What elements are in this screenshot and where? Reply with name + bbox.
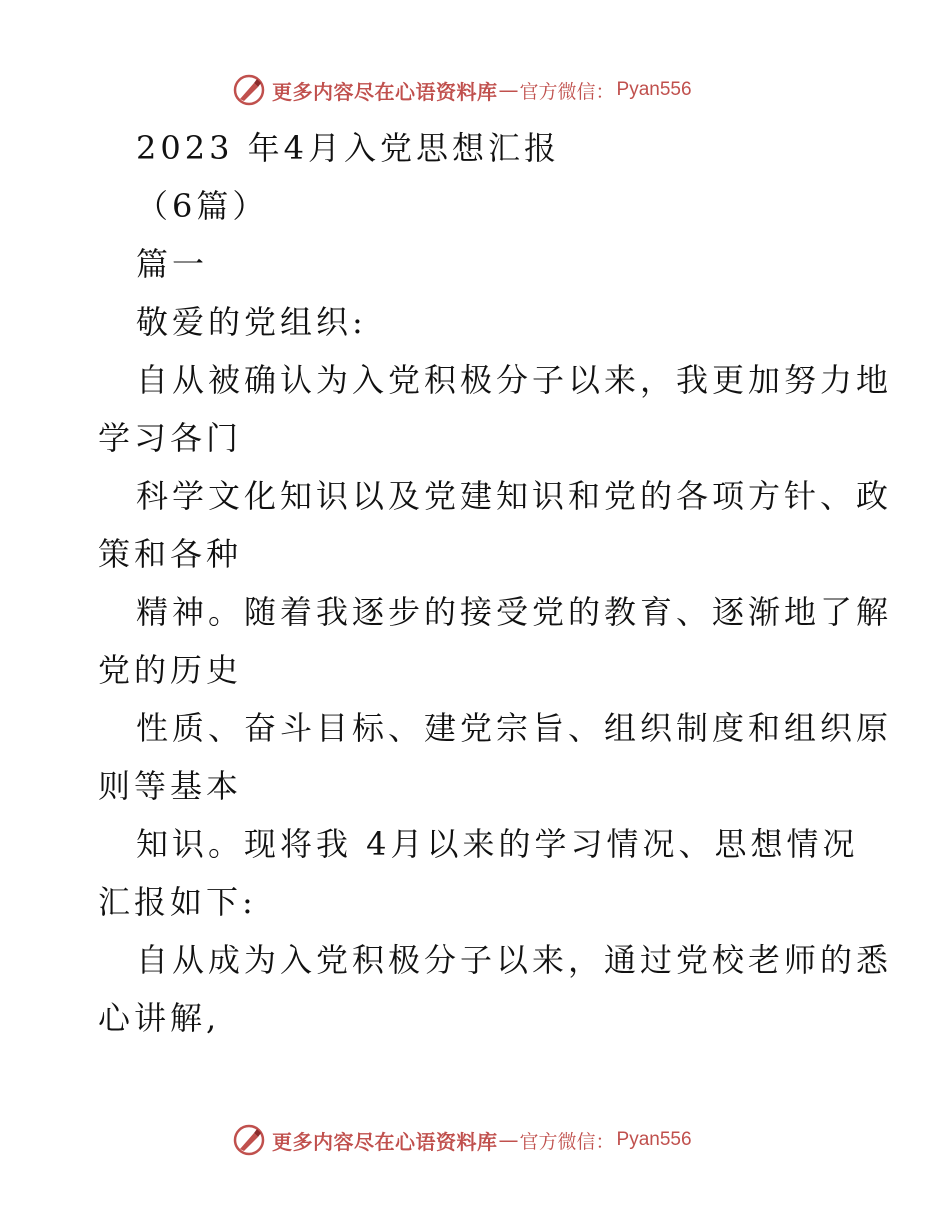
body-line: 自从成为入党积极分子以来，通过党校老师的悉	[136, 941, 893, 979]
body-line: 则等基本	[98, 767, 243, 805]
body-line: 知识。现将我 4月以来的学习情况、思想情况	[136, 825, 859, 863]
body-line: 汇报如下:	[98, 883, 257, 921]
body-line: 策和各种	[98, 535, 243, 573]
document-subtitle: （6篇）	[136, 187, 269, 225]
header-watermark	[232, 72, 692, 108]
salutation: 敬爱的党组织:	[136, 303, 367, 341]
watermark-site-text: 更多内容尽在心语资料库	[272, 79, 498, 104]
watermark-wechat-label: 官方微信：	[519, 1130, 615, 1153]
watermark-wechat-id: Pyan556	[616, 79, 692, 100]
body-line: 科学文化知识以及党建知识和党的各项方针、政	[136, 477, 893, 515]
body-line: 精神。随着我逐步的接受党的教育、逐渐地了解	[136, 593, 893, 631]
body-line: 心讲解,	[98, 999, 221, 1037]
watermark-wechat-id: Pyan556	[616, 1129, 692, 1150]
body-line: 性质、奋斗目标、建党宗旨、组织制度和组织原	[136, 709, 893, 747]
document-title: 2023 年4月入党思想汇报	[136, 129, 560, 167]
watermark-dash: —	[498, 1128, 519, 1152]
pen-logo-icon	[232, 73, 266, 107]
watermark-site-text: 更多内容尽在心语资料库	[272, 1129, 498, 1154]
footer-watermark	[232, 1122, 692, 1158]
pen-logo-icon	[232, 1123, 266, 1157]
watermark-wechat-label: 官方微信：	[519, 80, 615, 103]
watermark-dash: —	[498, 78, 519, 102]
body-line: 学习各门	[98, 419, 243, 457]
body-line: 党的历史	[98, 651, 243, 689]
body-line: 自从被确认为入党积极分子以来，我更加努力地	[136, 361, 893, 399]
section-heading: 篇一	[136, 245, 209, 283]
